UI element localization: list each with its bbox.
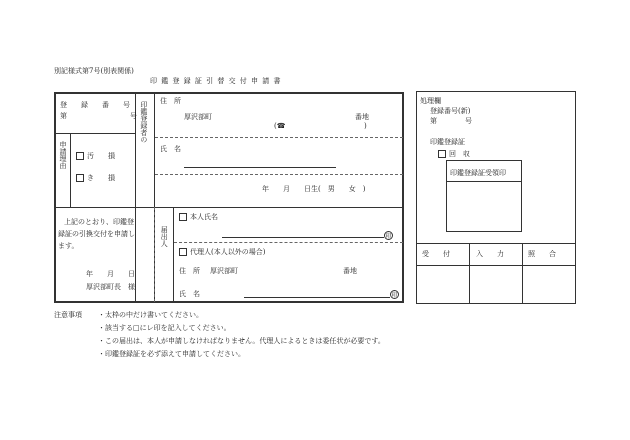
verify-column: 照 合 <box>528 250 556 258</box>
reason-damaged-option[interactable]: き 損 <box>76 174 115 182</box>
application-date: 年 月 日 <box>86 270 135 278</box>
agent-seal-mark: 印 <box>391 292 398 299</box>
agent-checkbox[interactable] <box>179 248 187 256</box>
registration-number-label: 登 録 番 号 <box>60 101 130 109</box>
phone-close: ) <box>364 122 367 130</box>
self-seal-mark: 印 <box>385 233 392 240</box>
statement-line-1: 上記のとおり、印鑑登 <box>64 218 134 226</box>
note-item: ・該当する□にレ印を記入してください。 <box>98 324 231 332</box>
number-line: 第 号 <box>430 117 472 125</box>
note-item: ・太枠の中だけ書いてください。 <box>98 311 203 319</box>
agent-name-label: 氏 名 <box>179 290 200 298</box>
reason-dirty-option[interactable]: 汚 損 <box>76 152 115 160</box>
form-reference: 別記様式第7号(別表関係) <box>54 67 134 75</box>
processing-title: 処理欄 <box>420 97 441 105</box>
note-item: ・この届出は、本人が申請しなければなりません。代理人によるときは委任状が必要です。 <box>98 337 385 345</box>
phone-open: (☎ <box>274 122 286 130</box>
registrant-birthdate: 年 月 日生( 男 女 ) <box>262 185 366 193</box>
mayor-addressee: 厚沢部町長 様 <box>86 283 135 291</box>
collected-checkbox[interactable] <box>438 150 446 158</box>
note-item: ・印鑑登録証を必ず添えて申請してください。 <box>98 350 245 358</box>
reason-dirty-checkbox[interactable] <box>76 152 84 160</box>
form-title: 印 鑑 登 録 証 引 替 交 付 申 請 書 <box>150 77 282 85</box>
agent-name-line[interactable] <box>244 297 390 298</box>
notes-heading: 注意事項 <box>54 311 82 319</box>
self-option[interactable]: 本人氏名 <box>179 213 218 221</box>
registrant-name-line[interactable] <box>184 167 336 168</box>
registrant-name-label: 氏 名 <box>160 145 181 153</box>
statement-line-2: 録証の引換交付を申請し <box>58 230 135 238</box>
reason-damaged-checkbox[interactable] <box>76 174 84 182</box>
self-checkbox[interactable] <box>179 213 187 221</box>
receive-column: 受 付 <box>422 250 450 258</box>
reason-label: 申請理由 <box>59 141 67 169</box>
registrant-banchi: 番地 <box>355 113 369 121</box>
certificate-label: 印鑑登録証 <box>430 138 465 146</box>
agent-option[interactable]: 代理人(本人以外の場合) <box>179 248 265 256</box>
input-column: 入 力 <box>476 250 504 258</box>
registration-number-suffix: 第 号 <box>60 112 137 120</box>
registrant-address-label: 住 所 <box>160 97 181 105</box>
collected-option[interactable]: 回 収 <box>438 150 470 158</box>
self-name-line[interactable] <box>222 237 384 238</box>
receipt-seal-label: 印鑑登録証受領印 <box>450 169 506 177</box>
statement-line-3: ます。 <box>58 242 79 250</box>
registrant-town: 厚沢部町 <box>184 113 212 121</box>
applicant-label: 届出人 <box>160 226 169 247</box>
registrant-label: 印鑑登録者の <box>139 101 148 143</box>
new-registration-number: 登録番号(新) <box>430 107 471 115</box>
agent-address-label: 住 所 <box>179 267 200 275</box>
agent-banchi: 番地 <box>343 267 357 275</box>
agent-town: 厚沢部町 <box>210 267 238 275</box>
